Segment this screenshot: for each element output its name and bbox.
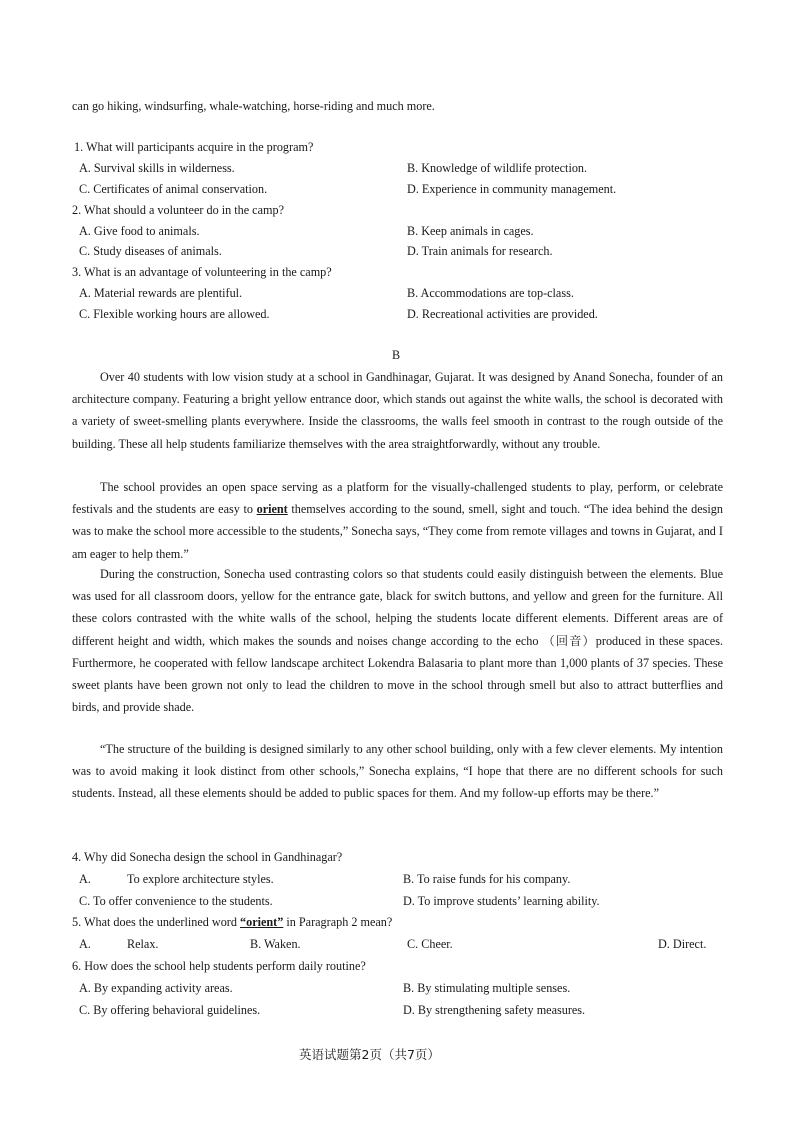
question-5-option-a-letter: A.	[79, 937, 91, 951]
question-4-option-d: D. To improve students’ learning ability.	[403, 894, 600, 908]
question-2-stem: 2. What should a volunteer do in the camp?	[72, 203, 284, 217]
question-2-option-c: C. Study diseases of animals.	[79, 244, 222, 258]
question-6-option-b: B. By stimulating multiple senses.	[403, 981, 571, 995]
question-6-stem: 6. How does the school help students perform daily routine?	[72, 959, 366, 973]
underlined-word-orient: orient	[256, 502, 288, 517]
question-4-option-a-letter: A.	[79, 872, 91, 886]
question-1-option-d: D. Experience in community management.	[407, 182, 617, 196]
question-3-option-b: B. Accommodations are top-class.	[407, 286, 574, 300]
question-2-option-b: B. Keep animals in cages.	[407, 224, 534, 238]
question-6-option-c: C. By offering behavioral guidelines.	[79, 1003, 261, 1017]
question-4-option-c: C. To offer convenience to the students.	[79, 894, 273, 908]
paragraph-2-text-before: The school provides an open space serving as a platform for the visually-challenged students to play, perform, or celebrate festivals and the students are easy to	[72, 480, 723, 517]
intro-tail-text: can go hiking, windsurfing, whale-watching, horse-riding and much more.	[72, 99, 435, 113]
question-1-stem: 1. What will participants acquire in the program?	[74, 140, 314, 154]
question-3-option-d: D. Recreational activities are provided.	[407, 307, 598, 321]
question-2-option-a: A. Give food to animals.	[79, 224, 200, 238]
question-5-option-d: D. Direct.	[658, 937, 707, 951]
question-5-option-c: C. Cheer.	[407, 937, 453, 951]
question-1-option-a: A. Survival skills in wilderness.	[79, 161, 235, 175]
question-5-option-b: B. Waken.	[250, 937, 301, 951]
passage-b-paragraph-1: Over 40 students with low vision study at a school in Gandhinagar, Gujarat. It was designed by Anand Sonecha, founder of an architecture company. Featuring a bright yellow entrance door, which stands out against the white walls, the school is decorated with a variety of sweet-smelling plants everywhere. Inside the classrooms, the walls feel smooth in contrast to the rough outside of the building. These all help students familiarize themselves with the area straightforwardly, without any trouble.	[72, 370, 723, 451]
question-6-option-a: A. By expanding activity areas.	[79, 981, 233, 995]
question-3-option-c: C. Flexible working hours are allowed.	[79, 307, 270, 321]
question-5-stem-after: in Paragraph 2 mean?	[283, 915, 393, 929]
question-2-option-d: D. Train animals for research.	[407, 244, 553, 258]
passage-b-paragraph-3: During the construction, Sonecha used contrasting colors so that students could easily distinguish between the elements. Blue was used for all classroom doors, yellow for the entrance gate, black for switch buttons, and yellow and green for the furniture. All these colors contrasted with the white walls of the school, helping the students locate different elements. Different areas are of different height and width, which makes the sounds and noises change according to the echo （回音）produced in these spaces. Furthermore, he cooperated with fellow landscape architect Lokendra Balasaria to plant more than 1,000 plants of 37 species. These sweet plants have been grown not only to lead the children to move in the school through smell but also to attract butterflies and birds, and provide shade.	[72, 567, 723, 715]
question-5-stem	[72, 915, 392, 930]
question-4-option-b: B. To raise funds for his company.	[403, 872, 571, 886]
section-b-label: B	[392, 348, 401, 362]
paragraph-2-text-after: themselves according to the sound, smell, sight and touch. “The idea behind the design was to make the school more accessible to the students,” Sonecha says, “They come from remote villages and towns in Gujarat, and I am eager to help them.”	[72, 502, 723, 561]
question-3-stem: 3. What is an advantage of volunteering in the camp?	[72, 265, 332, 279]
question-5-option-a: Relax.	[127, 937, 159, 951]
page-footer: 英语试题第2页（共7页）	[299, 1047, 440, 1062]
question-6-option-d: D. By strengthening safety measures.	[403, 1003, 586, 1017]
passage-b-paragraph-2	[72, 476, 723, 565]
passage-b-paragraph-4: “The structure of the building is designed similarly to any other school building, only with a few clever elements. My intention was to avoid making it look distinct from other schools,” Sonecha explains, “I hope that there are no different schools for such students. Instead, all these elements should be added to public spaces for them. And my follow-up efforts may be there.”	[72, 742, 723, 801]
question-4-option-a: To explore architecture styles.	[127, 872, 274, 886]
question-1-option-c: C. Certificates of animal conservation.	[79, 182, 268, 196]
question-4-stem: 4. Why did Sonecha design the school in Gandhinagar?	[72, 850, 343, 864]
question-5-stem-before: 5. What does the underlined word	[72, 915, 240, 929]
question-5-underlined-word: “orient”	[240, 915, 284, 929]
question-1-option-b: B. Knowledge of wildlife protection.	[407, 161, 588, 175]
question-3-option-a: A. Material rewards are plentiful.	[79, 286, 243, 300]
